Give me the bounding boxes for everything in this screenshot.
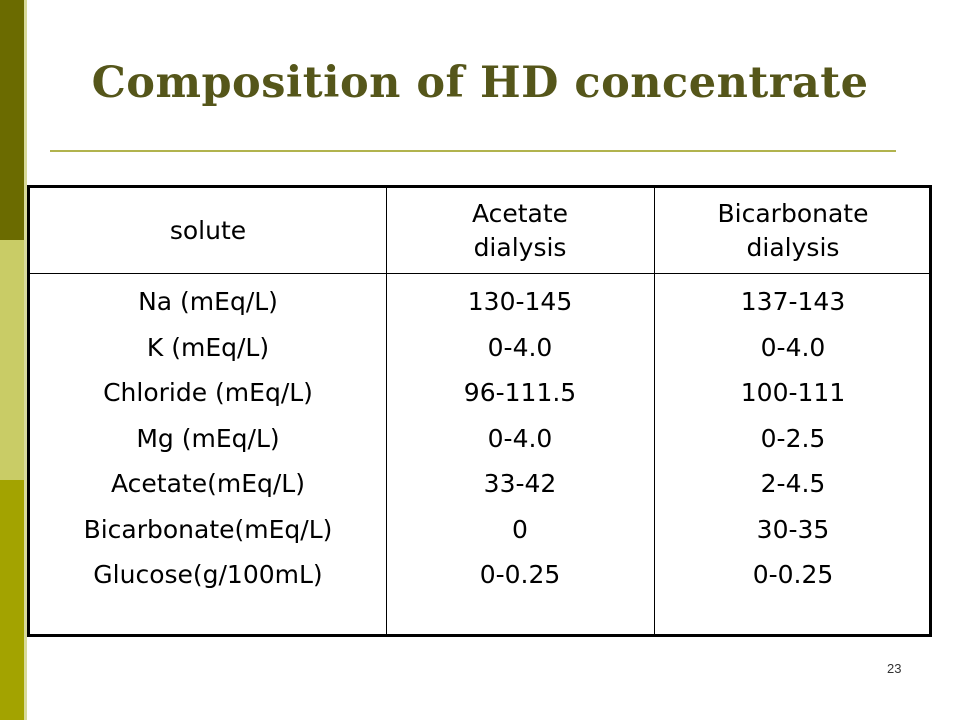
- acetate-cell: 0: [512, 514, 528, 544]
- acetate-cell: 33-42: [483, 469, 557, 498]
- slide-title: Composition of HD concentrate: [91, 58, 869, 108]
- bicarbonate-cell: 0-2.5: [760, 423, 826, 453]
- acetate-cell: 0-0.25: [479, 560, 561, 589]
- header-label-acetate: Acetate dialysis: [471, 198, 569, 262]
- composition-table: [27, 185, 932, 637]
- acetate-cell: 0-4.0: [487, 423, 553, 453]
- solute-cell: Chloride (mEq/L): [103, 378, 313, 407]
- bicarbonate-list: [654, 287, 932, 606]
- accent-bar-middle: [0, 240, 24, 480]
- acetate-list: [386, 287, 654, 606]
- solute-cell: Mg (mEq/L): [136, 423, 280, 453]
- bicarbonate-cell: 30-35: [756, 514, 830, 544]
- accent-bar-top: [0, 0, 24, 240]
- solute-list: [30, 287, 386, 606]
- acetate-cell: 96-111.5: [463, 378, 577, 407]
- solute-column: [30, 188, 386, 634]
- header-cell-acetate: [386, 188, 654, 273]
- bicarbonate-cell: 2-4.5: [760, 469, 826, 498]
- solute-cell: Glucose(g/100mL): [93, 560, 323, 589]
- acetate-cell: 0-4.0: [487, 332, 553, 362]
- header-cell-bicarbonate: [654, 188, 932, 273]
- title-rule: [50, 150, 896, 152]
- bicarbonate-column: [654, 188, 932, 634]
- header-label-solute: solute: [169, 215, 247, 245]
- solute-cell: K (mEq/L): [146, 332, 270, 362]
- acetate-cell: 130-145: [467, 287, 573, 316]
- bicarbonate-cell: 0-0.25: [752, 560, 834, 589]
- solute-cell: Bicarbonate(mEq/L): [83, 514, 333, 544]
- solute-cell: Acetate(mEq/L): [111, 469, 305, 498]
- bicarbonate-cell: 0-4.0: [760, 332, 826, 362]
- bicarbonate-cell: 100-111: [740, 378, 846, 407]
- header-label-bicarbonate: Bicarbonate dialysis: [717, 198, 869, 262]
- solute-cell: Na (mEq/L): [138, 287, 278, 316]
- header-cell-solute: [30, 188, 386, 273]
- page-number: 23: [887, 661, 902, 676]
- bicarbonate-cell: 137-143: [740, 287, 846, 316]
- accent-bar-bottom: [0, 480, 24, 720]
- acetate-column: [386, 188, 654, 634]
